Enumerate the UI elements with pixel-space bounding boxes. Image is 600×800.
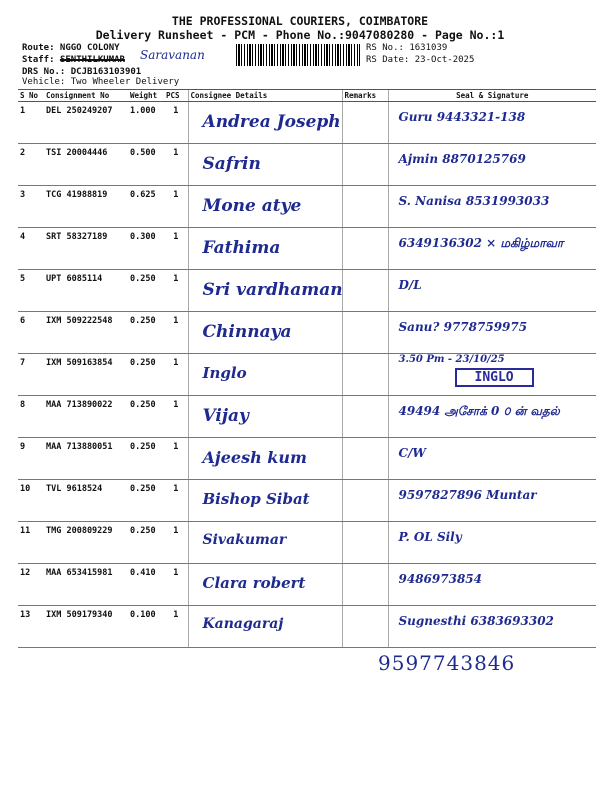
row-consignment-no: MAA 653415981 [44,564,128,606]
row-sno: 4 [18,228,44,270]
row-consignee-handwritten: Kanagaraj [202,616,284,632]
row-weight: 0.250 [128,522,164,564]
row-consignee-handwritten: Ajeesh kum [202,448,307,467]
row-consignee-handwritten: Inglo [202,364,247,382]
row-consignment-no: TVL 9618524 [44,480,128,522]
row-signature-handwritten: Sugnesthi 6383693302 [398,614,554,628]
row-consignment-no: DEL 250249207 [44,102,128,144]
staff-handwritten: Saravanan [140,48,205,62]
row-consignee-handwritten: Andrea Joseph [202,112,341,132]
row-weight: 0.250 [128,480,164,522]
row-weight: 0.625 [128,186,164,228]
table-row [18,606,596,648]
row-consignee-cell [188,228,342,270]
row-signature-cell [388,522,596,564]
row-signature-cell [388,186,596,228]
row-signature-cell [388,606,596,648]
row-sno: 13 [18,606,44,648]
row-consignee-cell [188,396,342,438]
table-row [18,270,596,312]
rs-date: RS Date: 23-Oct-2025 [366,55,475,65]
table-row [18,564,596,606]
table-row [18,480,596,522]
table-row [18,102,596,144]
row-pcs: 1 [164,480,188,522]
row-pcs: 1 [164,354,188,396]
row-signature-handwritten: 9486973854 [398,572,482,586]
row-consignment-no: MAA 713880051 [44,438,128,480]
row-weight: 0.100 [128,606,164,648]
row-consignee-cell [188,480,342,522]
row-signature-handwritten: 9597827896 Muntar [398,488,537,502]
table-row [18,312,596,354]
row-signature-cell [388,144,596,186]
row-weight: 0.500 [128,144,164,186]
row-signature-handwritten: P. OL Sily [398,530,462,544]
row-consignee-handwritten: Sivakumar [202,532,287,548]
col-header-weight: Weight [128,90,164,102]
company-title: THE PROFESSIONAL COURIERS, COIMBATORE [171,14,429,28]
row-pcs: 1 [164,438,188,480]
row-weight: 0.250 [128,270,164,312]
row-consignee-cell [188,606,342,648]
table-row [18,186,596,228]
route-text: Route: NGGO COLONY [22,43,120,53]
row-consignee-cell [188,312,342,354]
row-sno: 12 [18,564,44,606]
row-signature-handwritten: C/W [398,446,426,460]
row-sno: 3 [18,186,44,228]
table-row [18,228,596,270]
row-remarks [342,312,388,354]
runsheet-subtitle: Delivery Runsheet - PCM - Phone No.:9047080280 - Page No.:1 [95,28,505,42]
staff-name: SENTHILKUMAR [59,55,125,65]
row-signature-handwritten: 6349136302 × மகிழ்மாவா [398,236,564,250]
row-pcs: 1 [164,522,188,564]
row-remarks [342,354,388,396]
row-remarks [342,102,388,144]
col-header-signature: Seal & Signature [388,90,596,102]
row-signature-cell [388,270,596,312]
row-remarks [342,564,388,606]
row-signature-handwritten: 49494 அசோக் 0 ௦ ன் வதல் [398,404,560,418]
table-header-row [18,90,596,102]
row-consignee-cell [188,144,342,186]
barcode-image [236,44,360,66]
table-row [18,144,596,186]
row-consignee-cell [188,270,342,312]
row-weight: 0.250 [128,312,164,354]
row-remarks [342,606,388,648]
row-consignee-cell [188,522,342,564]
row-consignment-no: UPT 6085114 [44,270,128,312]
row-consignee-handwritten: Chinnaya [202,322,292,342]
row-consignee-cell [188,564,342,606]
row-pcs: 1 [164,186,188,228]
row-pcs: 1 [164,396,188,438]
row-signature-cell [388,438,596,480]
col-header-consignment: Consignment No [44,90,128,102]
col-header-pcs: PCS [164,90,188,102]
row-remarks [342,480,388,522]
row-sno: 8 [18,396,44,438]
row-sno: 1 [18,102,44,144]
row-signature-cell [388,312,596,354]
row-signature-cell [388,102,596,144]
row-consignee-cell [188,354,342,396]
row-pcs: 1 [164,102,188,144]
row-sno: 10 [18,480,44,522]
row-consignee-cell [188,186,342,228]
row-consignee-handwritten: Clara robert [202,574,306,592]
row-signature-handwritten: Guru 9443321-138 [398,110,526,124]
row-pcs: 1 [164,270,188,312]
row-consignee-handwritten: Fathima [202,238,281,258]
row-consignee-handwritten: Safrin [202,154,261,174]
row-pcs: 1 [164,144,188,186]
row-signature-cell [388,480,596,522]
row-remarks [342,228,388,270]
row-signature-cell [388,228,596,270]
row-signature-cell [388,396,596,438]
row-consignee-handwritten: Sri vardhaman [202,280,343,300]
row-consignment-no: SRT 58327189 [44,228,128,270]
row-signature-handwritten: Ajmin 8870125769 [398,152,526,166]
rs-number: RS No.: 1631039 [366,43,448,53]
row-sno: 2 [18,144,44,186]
row-weight: 0.300 [128,228,164,270]
row-remarks [342,396,388,438]
row-weight: 0.250 [128,354,164,396]
row-weight: 0.410 [128,564,164,606]
row-sno: 6 [18,312,44,354]
row-consignee-cell [188,102,342,144]
row-signature-cell [388,354,596,396]
table-row [18,522,596,564]
row-remarks [342,438,388,480]
row-consignee-handwritten: Mone atye [202,196,302,216]
row-consignment-no: IXM 509179340 [44,606,128,648]
row-consignment-no: TMG 200809229 [44,522,128,564]
row-weight: 0.250 [128,396,164,438]
table-row [18,354,596,396]
row-weight: 0.250 [128,438,164,480]
col-header-remarks: Remarks [342,90,388,102]
row-consignment-no: IXM 509222548 [44,312,128,354]
row-weight: 1.000 [128,102,164,144]
row-remarks [342,270,388,312]
row-remarks [342,144,388,186]
row-consignee-handwritten: Bishop Sibat [202,490,310,508]
row-pcs: 1 [164,564,188,606]
staff-row [22,55,125,65]
col-header-consignee: Consignee Details [188,90,342,102]
row-consignee-handwritten: Vijay [202,406,249,426]
row-consignment-no: TSI 20004446 [44,144,128,186]
runsheet-table [18,89,596,648]
row-sno: 9 [18,438,44,480]
staff-label: Staff: [22,55,55,65]
table-row [18,396,596,438]
row-remarks [342,522,388,564]
row-sno: 5 [18,270,44,312]
row-signature-handwritten: Sanu? 9778759975 [398,320,528,334]
row-sno: 11 [18,522,44,564]
col-header-sno: S No [18,90,44,102]
row-consignment-no: IXM 509163854 [44,354,128,396]
row-signature-handwritten: 3.50 Pm - 23/10/25 [398,354,505,365]
row-pcs: 1 [164,228,188,270]
row-consignment-no: MAA 713890022 [44,396,128,438]
row-signature-handwritten: S. Nanisa 8531993033 [398,194,550,208]
row-pcs: 1 [164,606,188,648]
row-consignee-cell [188,438,342,480]
row-sno: 7 [18,354,44,396]
row-signature-cell [388,564,596,606]
drs-number: DRS No.: DCJB163103901 [22,67,142,77]
table-row [18,438,596,480]
row-signature-handwritten: D/L [398,278,422,292]
inglo-stamp: INGLO [455,368,534,387]
row-consignment-no: TCG 41988819 [44,186,128,228]
vehicle-text: Vehicle: Two Wheeler Delivery [22,77,180,87]
footer-handwritten-number: 9597743846 [378,651,516,675]
row-pcs: 1 [164,312,188,354]
row-remarks [342,186,388,228]
